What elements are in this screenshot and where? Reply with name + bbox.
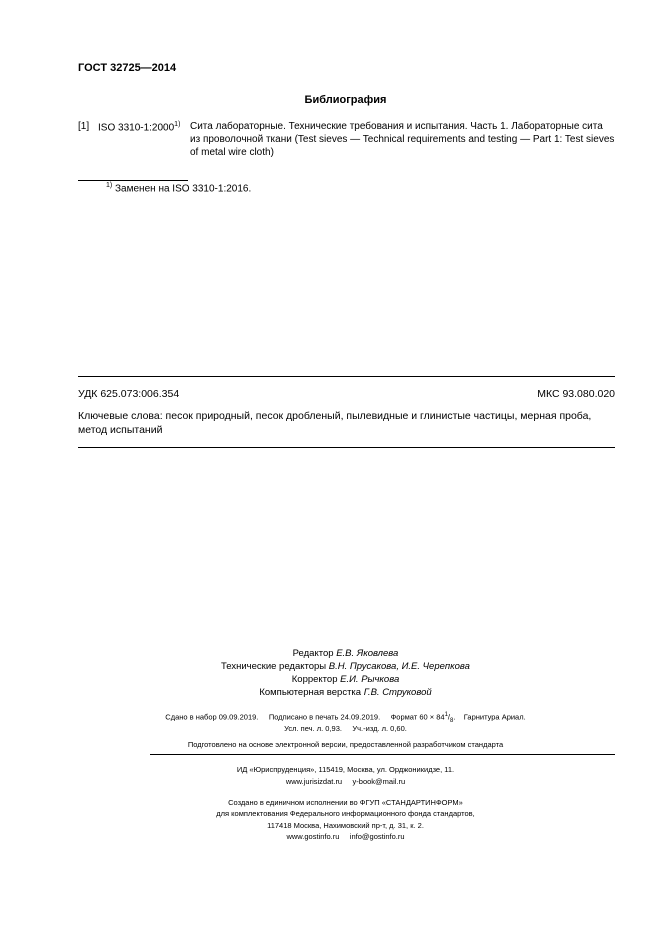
imprint-line-2: Усл. печ. л. 0,93. Уч.-изд. л. 0,60. — [284, 724, 407, 733]
publisher-divider — [150, 754, 615, 755]
udk-code: УДК 625.073:006.354 — [78, 388, 180, 400]
bibliography-title: Библиография — [304, 94, 387, 106]
credit-layout: Компьютерная верстка Г.В. Струковой — [259, 687, 432, 698]
publisher-line-4: для комплектования Федерального информационного фонда стандартов, — [216, 809, 475, 818]
credit-tech-editors: Технические редакторы В.Н. Прусакова, И.Е. Черепкова — [221, 661, 470, 672]
mks-code: МКС 93.080.020 — [537, 388, 615, 400]
reference-code: ISO 3310-1:2000$^{1)}$ — [98, 121, 181, 134]
credit-editor: Редактор Е.В. Яковлева — [292, 648, 399, 659]
footnote: $^{1)}$ Заменен на ISO 3310-1:2016. — [106, 182, 252, 195]
publisher-line-3: Создано в единичном исполнении во ФГУП «СТАНДАРТИНФОРМ» — [228, 798, 463, 807]
footnote-separator — [78, 180, 188, 181]
divider-top — [78, 376, 615, 377]
imprint-line-1: Сдано в набор 09.09.2019. Подписано в печать 24.09.2019. Формат $60 \times 84^1/_8$. Гарнитура Ариал. — [165, 712, 526, 724]
publisher-line-6: www.gostinfo.ru info@gostinfo.ru — [286, 832, 405, 841]
publisher-line-1: ИД «Юриспруденция», 115419, Москва, ул. Орджоникидзе, 11. — [236, 765, 455, 774]
keywords: Ключевые слова: песок природный, песок дробленый, пылевидные и глинистые частицы, мерная проба, метод испытаний — [78, 410, 592, 436]
publisher-line-5: 117418 Москва, Нахимовский пр-т, д. 31, к. 2. — [267, 821, 424, 830]
imprint-prepared: Подготовлено на основе электронной версии, предоставленной разработчиком стандарта — [187, 740, 504, 749]
publisher-line-2: www.jurisizdat.ru y-book@mail.ru — [285, 777, 406, 786]
standard-number: ГОСТ 32725—2014 — [78, 62, 177, 74]
reference-number: [1] — [78, 121, 90, 132]
divider-bottom — [78, 447, 615, 448]
footnote-mark: 1) — [174, 121, 181, 128]
reference-text: Сита лабораторные. Технические требования и испытания. Часть 1. Лабораторные сита из проволочной ткани (Test sieves — Technical requirements and testing — Part 1: Test sieves of metal wire cloth) — [190, 121, 615, 158]
credit-corrector: Корректор Е.И. Рычкова — [291, 674, 400, 685]
